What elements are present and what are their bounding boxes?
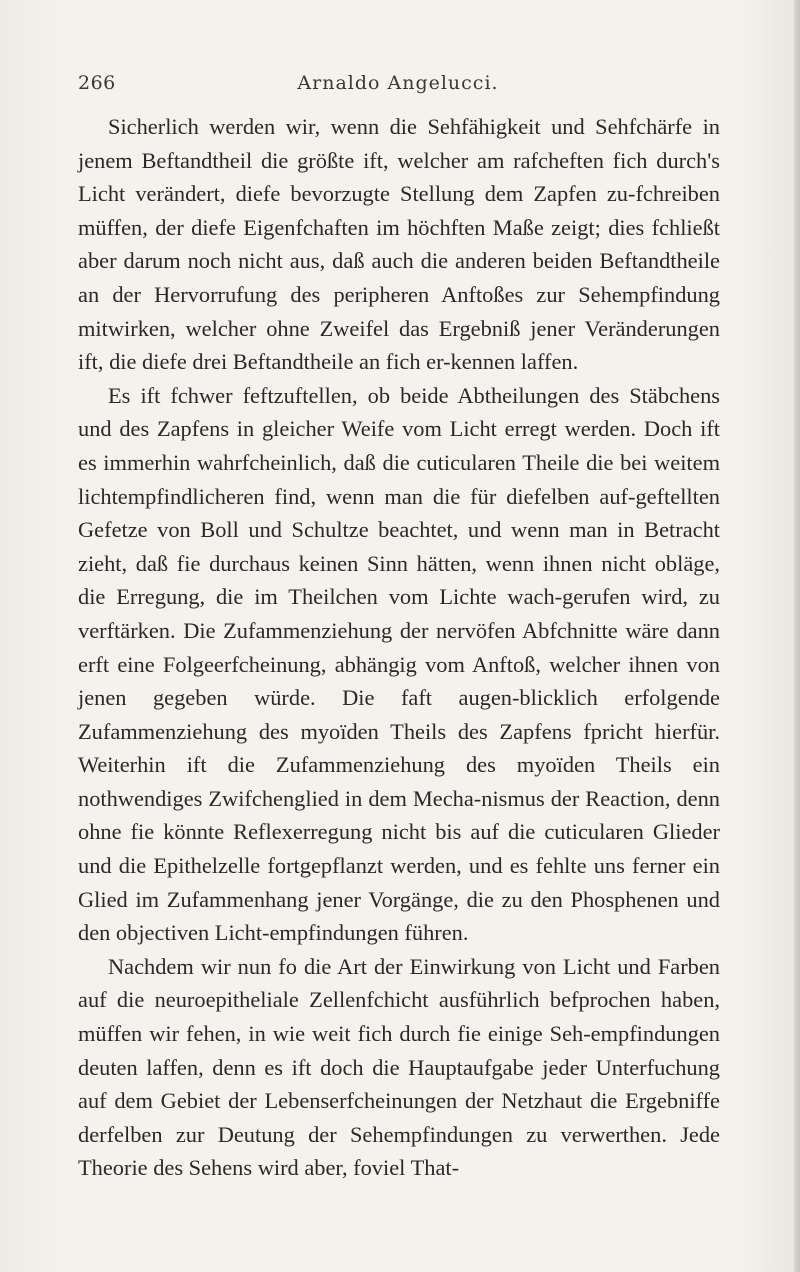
- paragraph-1: Sicherlich werden wir, wenn die Sehfähigkeit und Sehfchärfe in jenem Beftandtheil die größte ift, welcher am rafcheften fich durch's Licht verändert, diefe bevorzugte Stellung dem Zapfen zu-fchreiben müffen, der diefe Eigenfchaften im höchften Maße zeigt; dies fchließt aber darum noch nicht aus, daß auch die anderen beiden Beftandtheile an der Hervorrufung des peripheren Anftoßes zur Sehempfindung mitwirken, welcher ohne Zweifel das Ergebniß jener Veränderungen ift, die diefe drei Beftandtheile an fich er-kennen laffen.: [78, 114, 720, 375]
- page-number: 266: [78, 72, 116, 94]
- paragraph-2: Es ift fchwer feftzuftellen, ob beide Abtheilungen des Stäbchens und des Zapfens in gleicher Weife vom Licht erregt werden. Doch ift es immerhin wahrfcheinlich, daß die cuticularen Theile die bei weitem lichtempfindlicheren find, wenn man die für diefelben auf-geftellten Gefetze von Boll und Schultze beachtet, und wenn man in Betracht zieht, daß fie durchaus keinen Sinn hätten, wenn ihnen nicht obläge, die Erregung, die im Theilchen vom Lichte wach-gerufen wird, zu verftärken. Die Zufammenziehung der nervöfen Abfchnitte wäre dann erft eine Folgeerfcheinung, abhängig vom Anftoß, welcher ihnen von jenen gegeben würde. Die faft augen-blicklich erfolgende Zufammenziehung des myoïden Theils des Zapfens fpricht hierfür. Weiterhin ift die Zufammenziehung des myoïden Theils ein nothwendiges Zwifchenglied in dem Mecha-nismus der Reaction, denn ohne fie könnte Reflexerregung nicht bis auf die cuticularen Glieder und die Epithelzelle fortgepflanzt werden, und es fehlte uns ferner ein Glied im Zufammenhang jener Vorgänge, die zu den Phosphenen und den objectiven Licht-empfindungen führen.: [78, 382, 720, 946]
- page-header: [78, 72, 718, 100]
- page-edge: [794, 0, 800, 1272]
- paragraph-3: Nachdem wir nun fo die Art der Einwirkung von Licht und Farben auf die neuroepitheliale Zellenfchicht ausführlich befprochen haben, müffen wir fehen, in wie weit fich durch fie einige Seh-empfindungen deuten laffen, denn es ift doch die Hauptaufgabe jeder Unterfuchung auf dem Gebiet der Lebenserfcheinungen der Netzhaut die Ergebniffe derfelben zur Deutung der Sehempfindungen zu verwerthen. Jede Theorie des Sehens wird aber, foviel That-: [78, 953, 720, 1181]
- body-text: [78, 110, 720, 1185]
- running-head: Arnaldo Angelucci.: [297, 72, 499, 94]
